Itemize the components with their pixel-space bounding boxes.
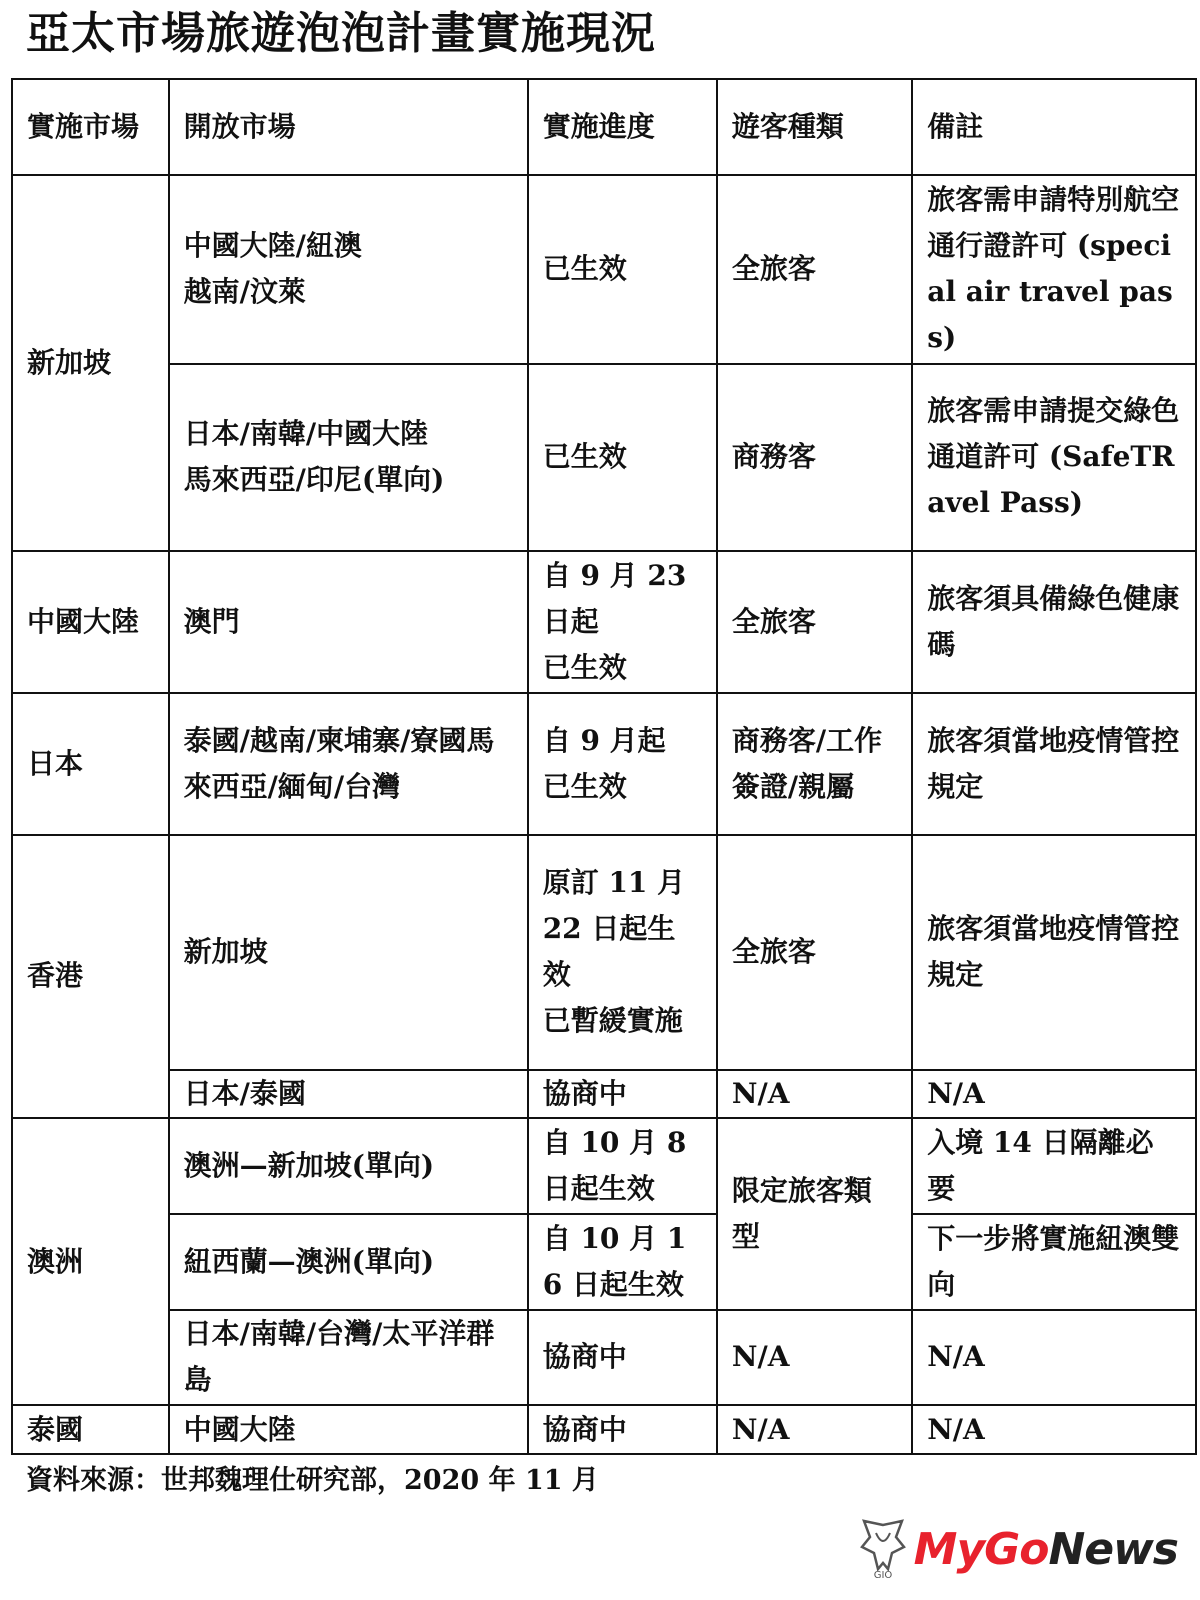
header-progress: 實施進度 <box>528 79 717 175</box>
table-row <box>12 693 1196 834</box>
market-cell: 泰國 <box>12 1405 169 1454</box>
market-cell: 新加坡 <box>12 175 169 551</box>
progress-cell: 已生效 <box>528 175 717 364</box>
table-row <box>12 551 1196 693</box>
traveler-type-cell: N/A <box>717 1405 912 1454</box>
traveler-type-cell: 全旅客 <box>717 175 912 364</box>
header-open-market: 開放市場 <box>169 79 528 175</box>
progress-cell: 自 9 月起 已生效 <box>528 693 717 834</box>
progress-cell: 協商中 <box>528 1310 717 1406</box>
logo-text <box>914 1524 1178 1575</box>
table-row <box>12 1070 1196 1119</box>
note-cell: 旅客須具備綠色健康碼 <box>912 551 1196 693</box>
open-market-cell: 日本/泰國 <box>169 1070 528 1119</box>
table-row <box>12 1405 1196 1454</box>
table-header-row <box>12 79 1196 175</box>
header-traveler-type: 遊客種類 <box>717 79 912 175</box>
progress-cell: 協商中 <box>528 1405 717 1454</box>
table-row <box>12 1118 1196 1214</box>
page-title: 亞太市場旅遊泡泡計畫實施現況 <box>26 8 656 59</box>
traveler-type-cell: 商務客/工作簽證/親屬 <box>717 693 912 834</box>
progress-cell: 協商中 <box>528 1070 717 1119</box>
source-note: 資料來源：世邦魏理仕研究部，2020 年 11 月 <box>26 1465 599 1496</box>
open-market-cell: 紐西蘭—澳洲(單向) <box>169 1214 528 1310</box>
mygonews-logo <box>856 1514 1178 1584</box>
progress-cell: 自 10 月 16 日起生效 <box>528 1214 717 1310</box>
traveler-type-cell: 限定旅客類型 <box>717 1118 912 1309</box>
market-cell: 澳洲 <box>12 1118 169 1405</box>
market-cell: 中國大陸 <box>12 551 169 693</box>
traveler-type-cell: N/A <box>717 1070 912 1119</box>
note-cell: 旅客需申請特別航空通行證許可 (special air travel pass) <box>912 175 1196 364</box>
logo-mark-icon <box>856 1519 910 1579</box>
table-row <box>12 835 1196 1070</box>
logo-text-dark: News <box>1048 1523 1178 1575</box>
note-cell: 下一步將實施紐澳雙向 <box>912 1214 1196 1310</box>
open-market-cell: 新加坡 <box>169 835 528 1070</box>
progress-cell: 已生效 <box>528 364 717 551</box>
open-market-cell: 日本/南韓/台灣/太平洋群島 <box>169 1310 528 1406</box>
traveler-type-cell: 全旅客 <box>717 835 912 1070</box>
market-cell: 香港 <box>12 835 169 1119</box>
traveler-type-cell: 全旅客 <box>717 551 912 693</box>
note-cell: N/A <box>912 1310 1196 1406</box>
open-market-cell: 澳門 <box>169 551 528 693</box>
logo-mark-text: GIO <box>873 1570 892 1579</box>
travel-bubble-table <box>11 78 1197 1455</box>
header-market: 實施市場 <box>12 79 169 175</box>
open-market-cell: 中國大陸/紐澳 越南/汶萊 <box>169 175 528 364</box>
table-row <box>12 364 1196 551</box>
note-cell: 入境 14 日隔離必要 <box>912 1118 1196 1214</box>
traveler-type-cell: 商務客 <box>717 364 912 551</box>
logo-text-red: MyGo <box>913 1523 1049 1575</box>
market-cell: 日本 <box>12 693 169 834</box>
open-market-cell: 中國大陸 <box>169 1405 528 1454</box>
table-row <box>12 1310 1196 1406</box>
note-cell: 旅客須當地疫情管控規定 <box>912 693 1196 834</box>
header-note: 備註 <box>912 79 1196 175</box>
note-cell: N/A <box>912 1405 1196 1454</box>
open-market-cell: 泰國/越南/柬埔寨/寮國馬來西亞/緬甸/台灣 <box>169 693 528 834</box>
open-market-cell: 日本/南韓/中國大陸 馬來西亞/印尼(單向) <box>169 364 528 551</box>
progress-cell: 自 10 月 8 日起生效 <box>528 1118 717 1214</box>
note-cell: 旅客須當地疫情管控規定 <box>912 835 1196 1070</box>
traveler-type-cell: N/A <box>717 1310 912 1406</box>
note-cell: 旅客需申請提交綠色通道許可 (SafeTRavel Pass) <box>912 364 1196 551</box>
open-market-cell: 澳洲—新加坡(單向) <box>169 1118 528 1214</box>
table-row <box>12 1214 1196 1310</box>
progress-cell: 原訂 11 月 22 日起生效 已暫緩實施 <box>528 835 717 1070</box>
note-cell: N/A <box>912 1070 1196 1119</box>
table-row <box>12 175 1196 364</box>
progress-cell: 自 9 月 23 日起 已生效 <box>528 551 717 693</box>
